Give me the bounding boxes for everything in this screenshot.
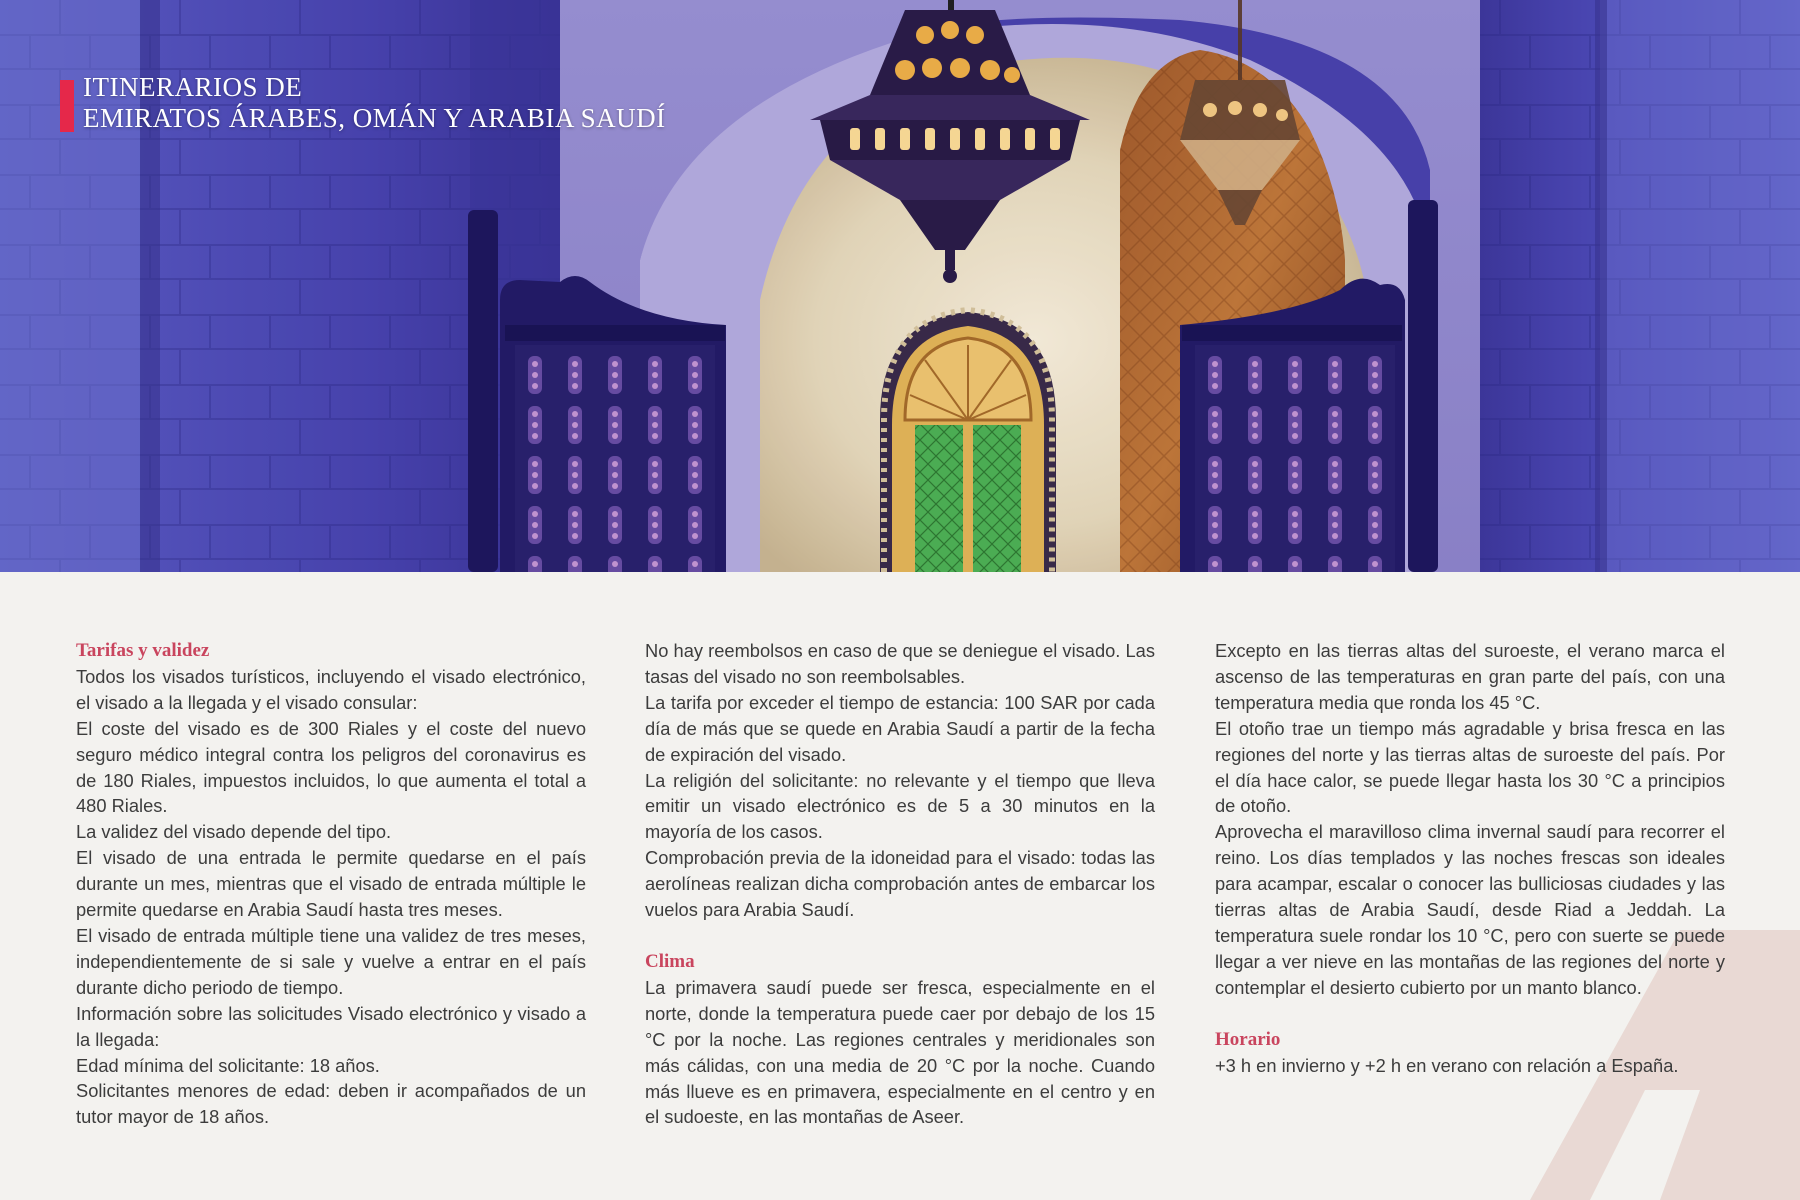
paragraph: +3 h en invierno y +2 h en verano con relación a España. — [1215, 1054, 1679, 1076]
paragraph: Información sobre las solicitudes Visado electrónico y visado a la llegada: — [76, 1002, 586, 1050]
spacer — [1215, 1001, 1725, 1027]
heading-horario: Horario — [1215, 1028, 1281, 1050]
paragraph: La validez del visado depende del tipo. — [76, 821, 392, 843]
column-visa-fees — [76, 638, 586, 1130]
paragraph: Todos los visados turísticos, incluyendo el visado electrónico, el visado a la llegada y el visado consular: — [76, 665, 586, 713]
body-columns — [0, 638, 1800, 1178]
paragraph: El coste del visado es de 300 Riales y el coste del nuevo seguro médico integral contra los peligros del coronavirus es de 180 Riales, impuestos incluidos, lo que aumenta el total a 480 Riales. — [76, 717, 586, 817]
paragraph: Aprovecha el maravilloso clima invernal saudí para recorrer el reino. Los días templados y las noches frescas son ideales para acampar, escalar o conocer las bulliciosas ciudades y las tierras altas de Arabia Saudí, desde Riad a Jeddah. La temperatura suele rondar los 10 °C, pero con suerte se puede llegar a ver nieve en las montañas de las regiones del norte y contemplar el desierto cubierto por un manto blanco. — [1215, 821, 1725, 998]
hero-photo — [0, 0, 1800, 572]
paragraph: Solicitantes menores de edad: deben ir acompañados de un tutor mayor de 18 años. — [76, 1080, 586, 1128]
heading-tarifas: Tarifas y validez — [76, 640, 210, 661]
title-line-2: EMIRATOS ÁRABES, OMÁN Y ARABIA SAUDÍ — [83, 103, 666, 133]
title-accent-bar — [60, 80, 74, 132]
paragraph: La primavera saudí puede ser fresca, especialmente en el norte, donde la temperatura puede caer por debajo de los 15 °C por la noche. Las regiones centrales y meridionales son más cálidas, con una media de 20 °C por la noche. Cuando más llueve es en primavera, especialmente en el centro y en el sudoeste, en las montañas de Aseer. — [645, 976, 1155, 1128]
column-seasons-schedule — [1215, 638, 1725, 1079]
paragraph: La religión del solicitante: no relevante y el tiempo que lleva emitir un visado electrónico es de 5 a 30 minutos en la mayoría de los casos. — [645, 769, 1155, 843]
spacer — [645, 923, 1155, 949]
paragraph: La tarifa por exceder el tiempo de estancia: 100 SAR por cada día de más que se quede en Arabia Saudí a partir de la fecha de expiración del visado. — [645, 691, 1155, 765]
column-visa-climate — [645, 638, 1155, 1130]
paragraph: El otoño trae un tiempo más agradable y brisa fresca en las regiones del norte y las tierras altas de suroeste del país. Por el día hace calor, se puede llegar hasta los 30 °C a principios de otoño. — [1215, 717, 1725, 817]
title-line-1: ITINERARIOS DE — [83, 72, 303, 102]
paragraph: El visado de entrada múltiple tiene una validez de tres meses, independientemente de si sale y vuelve a entrar en el país durante dicho periodo de tiempo. — [76, 924, 586, 998]
paragraph: El visado de una entrada le permite quedarse en el país durante un mes, mientras que el visado de entrada múltiple le permite quedarse en Arabia Saudí hasta tres meses. — [76, 847, 586, 921]
paragraph: No hay reembolsos en caso de que se deniegue el visado. Las tasas del visado no son reembolsables. — [645, 640, 1155, 687]
paragraph: Excepto en las tierras altas del suroeste, el verano marca el ascenso de las temperaturas en gran parte del país, con una temperatura media que ronda los 45 °C. — [1215, 640, 1725, 713]
page-title — [60, 72, 666, 134]
heading-clima: Clima — [645, 950, 695, 972]
paragraph: Edad mínima del solicitante: 18 años. — [76, 1054, 380, 1076]
paragraph: Comprobación previa de la idoneidad para el visado: todas las aerolíneas realizan dicha comprobación antes de embarcar los vuelos para Arabia Saudí. — [645, 847, 1155, 921]
